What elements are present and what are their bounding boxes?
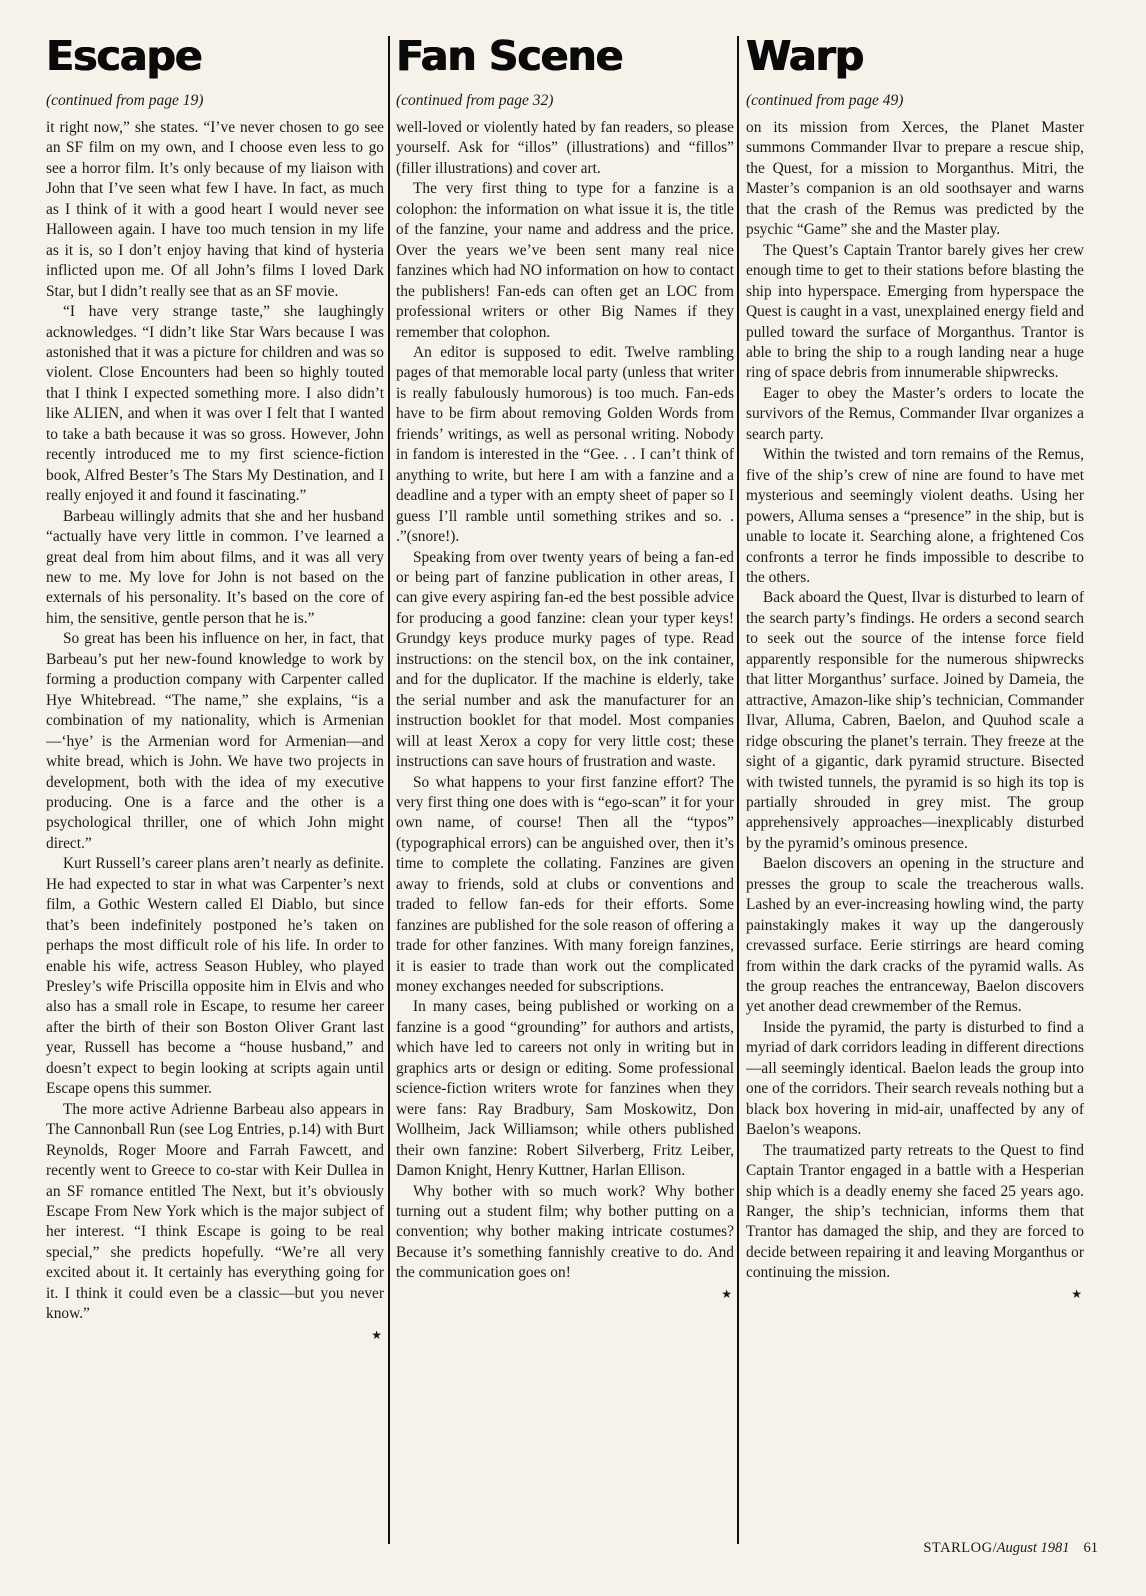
paragraph: Back aboard the Quest, Ilvar is disturbed to learn of the search party’s findings. He orders a second search to seek out the source of the intense force field apparently responsible for the numerous shipwrecks that litter Morganthus’ surface. Joined by Dameia, the attractive, Amazon-like ship’s technician, Commander Ilvar, Alluma, Cabren, Baelon, and Quuhod scale a ridge obscuring the planet’s terrain. They freeze at the sight of a gigantic, dark pyramid structure. Bisected with twisted tunnels, the pyramid is so high its top is partially shrouded in grey mist. The group apprehensively approaches—inexplicably disturbed by the pyramid’s ominous presence. <box>746 589 1084 852</box>
paragraph: So great has been his influence on her, in fact, that Barbeau’s put her new-found knowledge to work by forming a production company with Carpenter called Hye Whitebread. “The name,” she explains, “is a combination of my nationality, which is Armenian—‘hye’ is the Armenian word for Armenian—and white bread, which is John. We have two projects in development, both with the idea of my executive producing. One is a farce and the other is a psychological thriller, one of which John might direct.” <box>46 630 384 852</box>
paragraph: So what happens to your first fanzine effort? The very first thing one does with is “ego-scan” it for your own name, of course! Then all the “typos” (typographical errors) can be anguished over, then it’s time to complete the collating. Fanzines are given away to friends, sold at clubs or conventions and traded to fellow fan-eds for their efforts. Some fanzines are published for the sole reason of offering a trade for other fanzines. With many foreign fanzines, it is easier to trade than work out the complicated money exchanges needed for subscriptions. <box>396 773 734 996</box>
paragraph: Within the twisted and torn remains of the Remus, five of the ship’s crew of nine are found to have met mysterious and seemingly violent deaths. Using her powers, Alluma senses a “presence” in the ship, but is unable to locate it. Searching alone, a frightened Cos confronts a terror he finds impossible to describe to the others. <box>746 446 1084 586</box>
headline-escape: Escape <box>46 32 202 80</box>
paragraph: The Quest’s Captain Trantor barely gives her crew enough time to get to their stations before blasting the ship into hyperspace. Emerging from hyperspace the Quest is caught in a vast, unexplained energy field and pulled toward the surface of Morganthus. Trantor is able to bring the ship to a rough landing near a huge ring of space debris from innumerable shipwrecks. <box>746 241 1084 382</box>
paragraph: In many cases, being published or working on a fanzine is a good “grounding” for authors and artists, which have led to careers not only in writing but in graphics arts or design or editing. Some professional science-fiction writers wrote for fanzines when they were fans: Ray Bradbury, Sam Moskowitz, Don Wollheim, Jack Williamson; while others published their own fanzine: Robert Silverberg, Fritz Leiber, Damon Knight, Henry Kuttner, Harlan Ellison. <box>396 998 734 1180</box>
paragraph: Barbeau willingly admits that she and her husband “actually have very little in common. I’ve learned a great deal from him about films, and it was all very new to me. My love for John is not based on the externals of his personality. It’s based on the core of him, the sensitive, gentle person that he is.” <box>46 507 384 627</box>
article-body <box>396 118 734 1301</box>
paragraph: “I have very strange taste,” she laughingly acknowledges. “I didn’t like Star Wars because I was astonished that it was a picture for children and was so violent. Close Encounters had been so highly touted that I think I expected something more. I also didn’t like ALIEN, and when it was over I felt that I wanted to take a bath because it was so gross. However, John recently introduced me to my first science-fiction book, Alfred Bester’s The Stars My Destination, and I really enjoyed it and found it fascinating.” <box>46 303 384 505</box>
paragraph: Inside the pyramid, the party is disturbed to find a myriad of dark corridors leading in different directions—all seemingly identical. Baelon leads the group into one of the corridors. Their search reveals nothing but a black box hovering in mid-air, unaffected by any of Baelon’s weapons. <box>746 1018 1084 1139</box>
paragraph: well-loved or violently hated by fan readers, so please yourself. Ask for “illos” (illustrations) and “fillos” (filler illustrations) and cover art. <box>396 119 734 177</box>
paragraph: Speaking from over twenty years of being a fan-ed or being part of fanzine publication in other areas, I can give every aspiring fan-ed the best possible advice for producing a good fanzine: clean your typer keys! Grundgy keys produce murky pages of type. Read instructions: on the stencil box, on the ink container, and for the duplicator. If the machine is elderly, take the serial number and ask the manufacturer for an instruction booklet for that model. Most companies will at least Xerox a copy for very little cost; these instructions can save hours of frustration and waste. <box>396 548 734 771</box>
paragraph: Eager to obey the Master’s orders to locate the survivors of the Remus, Commander Ilvar organizes a search party. <box>746 384 1084 443</box>
continued-note: (continued from page 32) <box>396 92 554 109</box>
continued-note: (continued from page 19) <box>46 92 204 109</box>
article-body <box>746 118 1084 1301</box>
paragraph: it right now,” she states. “I’ve never chosen to go see an SF film on my own, and I choose even less to go see a horror film. It’s only because of my liaison with John that I’ve seen what few I have. In fact, as much as I think of it with a good heart I would never see Halloween again. I have too much tension in my life as it is, so I don’t enjoy having that kind of hysteria inflicted upon me. Of all John’s films I loved Dark Star, but I didn’t really see that as an SF movie. <box>46 119 384 300</box>
paragraph: The more active Adrienne Barbeau also appears in The Cannonball Run (see Log Entries, p.14) with Burt Reynolds, Roger Moore and Farrah Fawcett, and recently went to Greece to co-star with Keir Dullea in an SF romance entitled The Next, but it’s obviously Escape From New York which is the major subject of her interest. “I think Escape is going to be real special,” she predicts hopefully. “We’re all very excited about it. It certainly has everything going for it. I think it could even be a classic—but you never know.” <box>46 1100 384 1323</box>
end-star-icon: ★ <box>1071 1286 1082 1301</box>
footer-separator: / <box>992 1540 997 1556</box>
publication-name: STARLOG <box>923 1540 993 1556</box>
column-fan-scene <box>396 30 734 1560</box>
paragraph: An editor is supposed to edit. Twelve rambling pages of that memorable local party (unless that writer is really fabulously humorous) is too much. Fan-eds have to be firm about removing Golden Words from friends’ writings, as well as personal writing. Nobody in fandom is interested in the “Gee. . . I can’t think of anything to write, but here I am with a fanzine and a deadline and a typer with an empty sheet of paper so I guess I’ll ramble until something strikes and so. . .”(snore!). <box>396 343 734 546</box>
column-divider <box>388 36 390 1544</box>
page-footer <box>878 1538 1098 1558</box>
page-number: 61 <box>1083 1540 1098 1556</box>
headline-fan-scene: Fan Scene <box>396 32 623 80</box>
continued-note: (continued from page 49) <box>746 92 904 109</box>
column-warp <box>746 30 1084 1560</box>
paragraph: The very first thing to type for a fanzine is a colophon: the information on what issue it is, the title of the fanzine, your name and address and the price. Over the years we’ve been sent many real nice fanzines which had NO information on how to contact the publishers! Fan-eds can often get an LOC from professional writers or other Big Names if they remember that colophon. <box>396 180 734 341</box>
issue-date: August 1981 <box>996 1540 1070 1556</box>
headline-warp: Warp <box>746 32 863 80</box>
end-star-icon: ★ <box>371 1327 382 1342</box>
article-body <box>46 118 384 1342</box>
paragraph: Why bother with so much work? Why bother turning out a student film; why bother putting on a convention; why bother making intricate costumes? Because it’s something fannishly creative to do. And the communication goes on! <box>396 1182 734 1282</box>
column-divider <box>737 36 739 1544</box>
end-star-icon: ★ <box>721 1286 732 1301</box>
paragraph: Kurt Russell’s career plans aren’t nearly as definite. He had expected to star in what was Carpenter’s next film, a Gothic Western called El Diablo, but since that’s been indefinitely postponed he’s taken on perhaps the most difficult role of his life. In order to enable his wife, actress Season Hubley, who played Presley’s wife Priscilla opposite him in Elvis and who also has a small role in Escape, to resume her career after the birth of their son Boston Oliver Grant last year, Russell has become a “house husband,” and doesn’t expect to begin looking at scripts again until Escape opens this summer. <box>46 855 384 1098</box>
column-escape <box>46 30 384 1560</box>
paragraph: The traumatized party retreats to the Quest to find Captain Trantor engaged in a battle with a Hesperian ship which is a deadly enemy she faced 25 years ago. Ranger, the ship’s technician, informs them that Trantor has damaged the ship, and they are forced to decide between repairing it and leaving Morganthus or continuing the mission. <box>746 1141 1084 1282</box>
paragraph: on its mission from Xerces, the Planet Master summons Commander Ilvar to prepare a rescue ship, the Quest, for a mission to Morganthus. Mitri, the Master’s companion is an old soothsayer and warns that the crash of the Remus was predicted by the psychic “Game” she and the Master play. <box>746 119 1084 239</box>
paragraph: Baelon discovers an opening in the structure and presses the group to scale the treacherous walls. Lashed by an ever-increasing howling wind, the party painstakingly makes it way up the dangerously crevassed surface. Eerie stirrings are heard coming from within the dark cracks of the pyramid walls. As the group reaches the entranceway, Baelon discovers yet another dead crewmember of the Remus. <box>746 855 1084 1016</box>
